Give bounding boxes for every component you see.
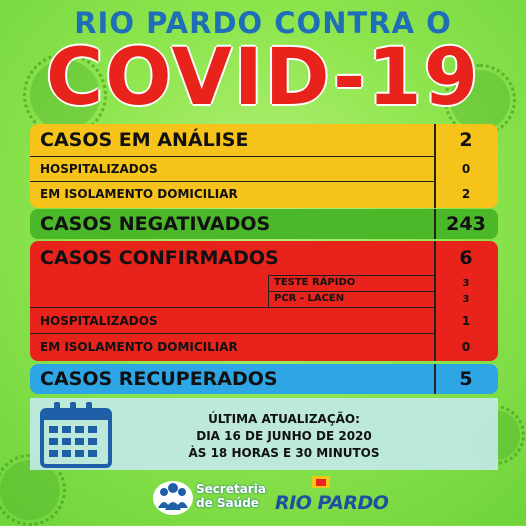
confirmados-panel: [30, 241, 498, 361]
update-line3: ÀS 18 HORAS E 30 MINUTOS: [188, 446, 380, 460]
analise-total: 2: [459, 129, 473, 151]
recuperados-total: 5: [459, 368, 473, 390]
negativados-total: 243: [446, 213, 486, 235]
prefeitura-logo-text: RIO PARDO: [275, 492, 389, 514]
teste-rapido-value: 3: [462, 278, 470, 289]
calendar-icon: [40, 402, 112, 468]
confirmados-hospitalizados-label: HOSPITALIZADOS: [40, 314, 158, 328]
teste-rapido-label: TESTE RÁPIDO: [274, 277, 356, 288]
analise-title: CASOS EM ANÁLISE: [40, 129, 249, 151]
page-title-covid: COVID-19: [46, 33, 480, 123]
confirmados-total: 6: [459, 247, 473, 269]
confirmados-title: CASOS CONFIRMADOS: [40, 247, 279, 269]
secretaria-saude-logo-icon: [152, 476, 194, 516]
pcr-lacen-label: PCR - LACEN: [274, 293, 345, 304]
recuperados-title: CASOS RECUPERADOS: [40, 368, 278, 390]
confirmados-isolamento-value: 0: [461, 340, 471, 354]
confirmados-hospitalizados-value: 1: [461, 314, 471, 328]
analise-hospitalizados-value: 0: [461, 162, 471, 176]
confirmados-isolamento-label: EM ISOLAMENTO DOMICILIAR: [40, 340, 238, 354]
secretaria-logo-text: Secretaria de Saúde: [196, 482, 266, 510]
recuperados-panel: [30, 364, 498, 394]
negativados-title: CASOS NEGATIVADOS: [40, 213, 271, 235]
pcr-lacen-value: 3: [462, 294, 470, 305]
negativados-panel: [30, 209, 498, 239]
prefeitura-rio-pardo-logo-icon: [272, 474, 352, 492]
analise-isolamento-label: EM ISOLAMENTO DOMICILIAR: [40, 187, 238, 201]
update-line1: ÚLTIMA ATUALIZAÇÃO:: [208, 412, 360, 426]
analise-panel: [30, 124, 498, 208]
update-line2: DIA 16 DE JUNHO DE 2020: [196, 429, 372, 443]
analise-hospitalizados-label: HOSPITALIZADOS: [40, 162, 158, 176]
page-title-line1: RIO PARDO CONTRA O: [74, 6, 452, 40]
last-update-text: [150, 411, 418, 462]
analise-isolamento-value: 2: [461, 187, 471, 201]
